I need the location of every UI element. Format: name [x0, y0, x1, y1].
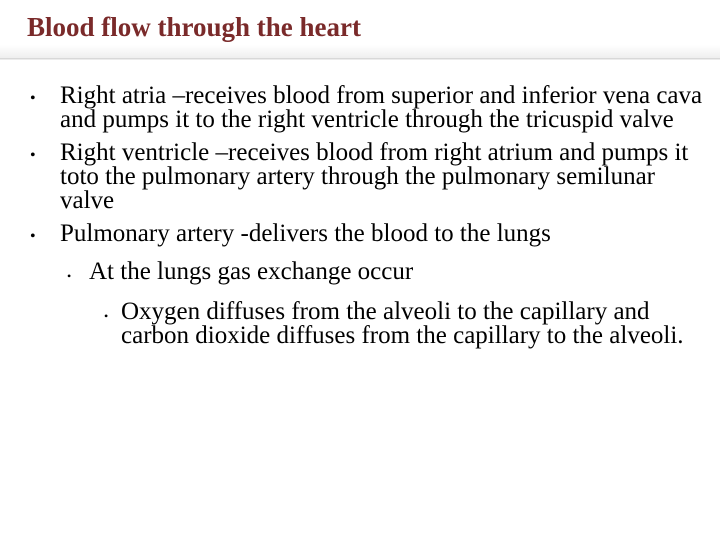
bullet-icon: •: [30, 228, 36, 245]
bullet-item: [0, 222, 720, 246]
bullet-icon: •: [104, 309, 109, 323]
bullet-text: Right ventricle –receives blood from right atrium and pumps it toto the pulmonary artery through the pulmonary semilunar valve: [60, 139, 689, 214]
title-divider: [0, 58, 720, 59]
slide-body: [0, 84, 720, 357]
sub-bullet-item: [0, 260, 720, 284]
slide-title: Blood flow through the heart: [27, 12, 362, 42]
bullet-icon: •: [67, 269, 72, 283]
bullet-icon: •: [30, 147, 36, 164]
bullet-text: Oxygen diffuses from the alveoli to the capillary and carbon dioxide diffuses from the capillary to the alveoli.: [121, 298, 684, 349]
bullet-item: [0, 84, 720, 132]
bullet-icon: •: [30, 90, 36, 107]
bullet-text: Pulmonary artery -delivers the blood to the lungs: [60, 220, 551, 247]
sub-sub-bullet-item: [0, 300, 720, 348]
bullet-text: At the lungs gas exchange occur: [89, 258, 414, 285]
bullet-text: Right atria –receives blood from superior and inferior vena cava and pumps it to the right ventricle through the tricuspid valve: [60, 82, 703, 133]
bullet-item: [0, 141, 720, 213]
